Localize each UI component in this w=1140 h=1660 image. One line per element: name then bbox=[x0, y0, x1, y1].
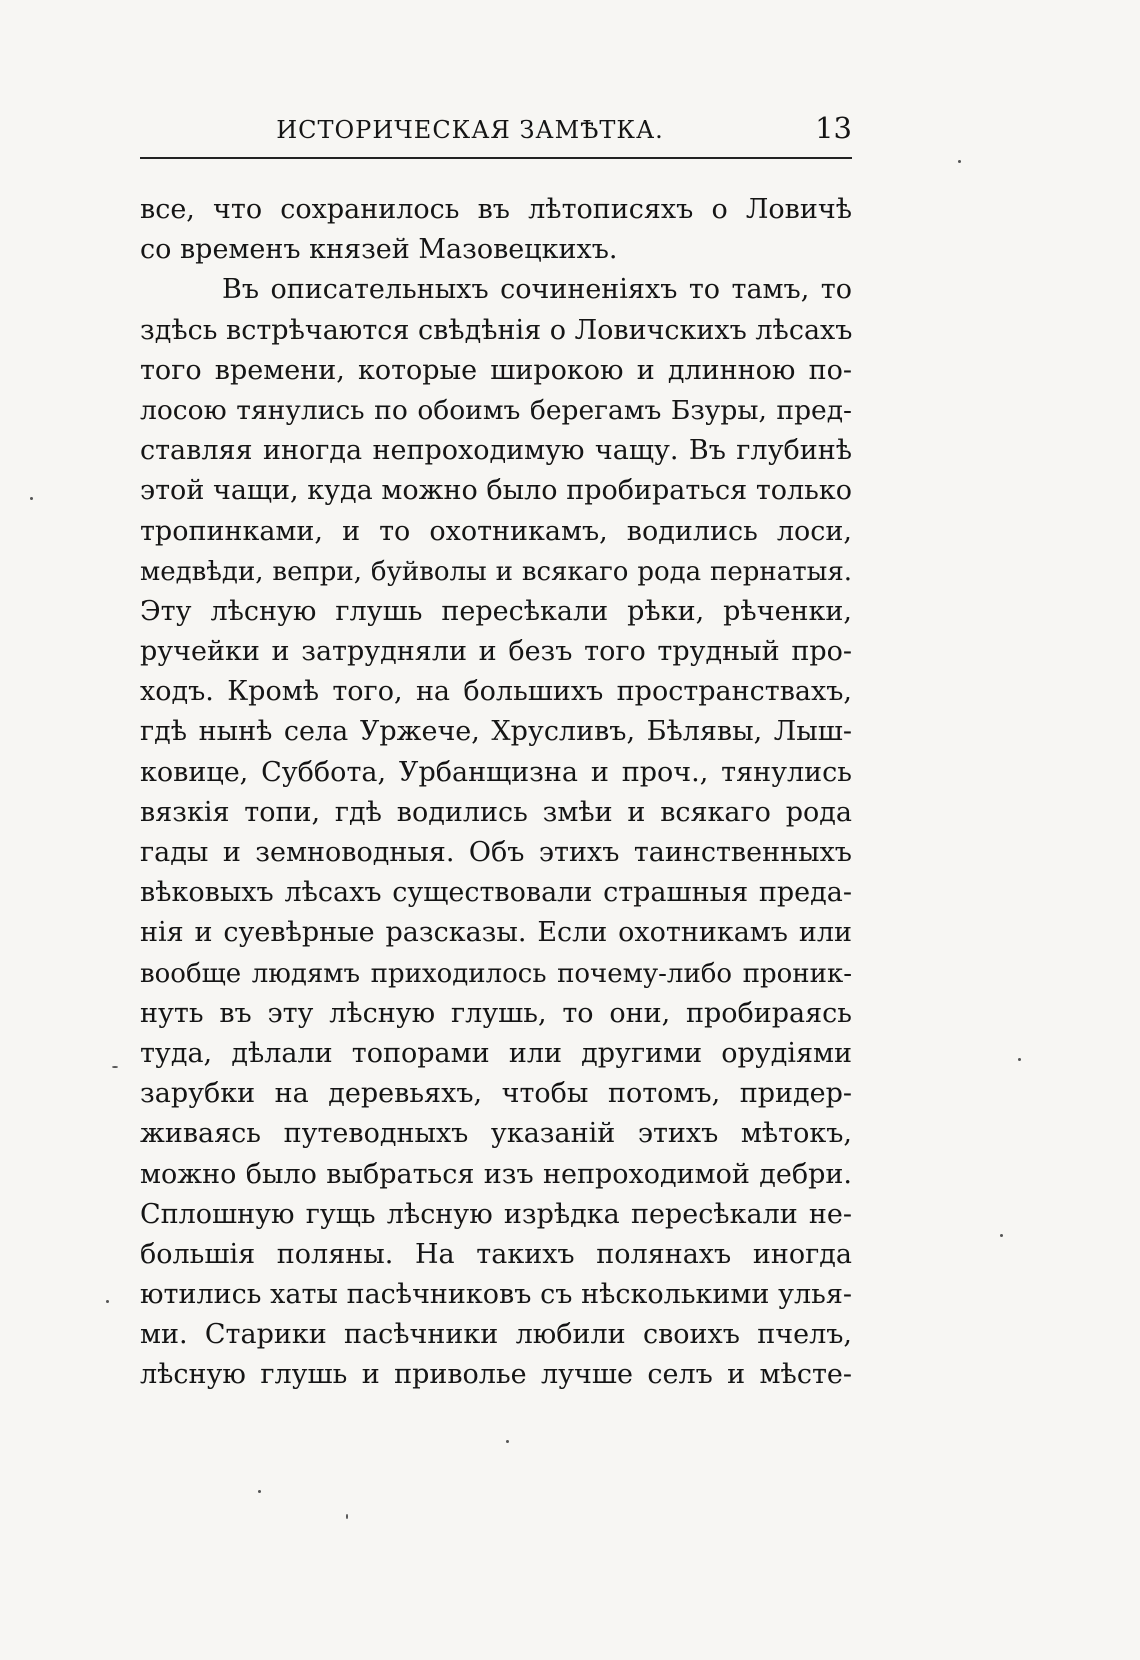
scan-speck bbox=[1000, 1234, 1003, 1237]
text-line: медвѣди, вепри, буйволы и всякаго рода пернатыя. bbox=[140, 556, 852, 587]
scan-speck bbox=[106, 1300, 109, 1303]
text-line: ковице, Суббота, Урбанщизна и проч., тянулись bbox=[140, 756, 852, 788]
text-line: большія поляны. На такихъ полянахъ иногда bbox=[140, 1238, 852, 1270]
text-line: ми. Старики пасѣчники любили своихъ пчелъ, bbox=[140, 1319, 852, 1351]
text-line: ютились хаты пасѣчниковъ съ нѣсколькими улья- bbox=[140, 1279, 852, 1311]
scan-speck bbox=[958, 160, 961, 163]
text-line: можно было выбраться изъ непроходимой дебри. bbox=[140, 1158, 852, 1190]
text-line: гдѣ нынѣ села Уржече, Хрусливъ, Бѣлявы, Лыш- bbox=[140, 716, 852, 748]
scan-speck bbox=[506, 1440, 509, 1443]
text-line: вообще людямъ приходилось почему-либо проник- bbox=[140, 958, 852, 989]
text-line: Эту лѣсную глушь пересѣкали рѣки, рѣченки, bbox=[140, 595, 852, 627]
text-line: того времени, которые широкою и длинною по- bbox=[140, 354, 852, 386]
body-text bbox=[140, 190, 852, 1396]
text-line: лосою тянулись по обоимъ берегамъ Бзуры, пред- bbox=[140, 394, 852, 426]
text-line: гады и земноводныя. Объ этихъ таинственныхъ bbox=[140, 837, 852, 868]
running-head bbox=[140, 108, 852, 152]
text-line: вѣковыхъ лѣсахъ существовали страшныя преда- bbox=[140, 877, 852, 909]
text-line: нія и суевѣрные разсказы. Если охотникамъ или bbox=[140, 917, 852, 949]
text-line: ходъ. Кромѣ того, на большихъ пространствахъ, bbox=[140, 676, 852, 708]
page-number: 13 bbox=[815, 111, 852, 145]
text-line: Сплошную гущь лѣсную изрѣдка пересѣкали не- bbox=[140, 1198, 852, 1230]
text-line: здѣсь встрѣчаются свѣдѣнія о Ловичскихъ лѣсахъ bbox=[140, 314, 852, 346]
text-line: со временъ князей Мазовецкихъ. bbox=[140, 234, 618, 266]
scan-speck bbox=[346, 1514, 348, 1519]
text-line: Въ описательныхъ сочиненіяхъ то тамъ, то bbox=[222, 274, 852, 306]
running-title: ИСТОРИЧЕСКАЯ ЗАМѢТКА. bbox=[276, 116, 664, 144]
text-line: ручейки и затрудняли и безъ того трудный про- bbox=[140, 636, 852, 668]
text-line: этой чащи, куда можно было пробираться только bbox=[140, 475, 852, 507]
text-line: туда, дѣлали топорами или другими орудіями bbox=[140, 1037, 852, 1069]
text-line: вязкія топи, гдѣ водились змѣи и всякаго рода bbox=[140, 796, 852, 828]
text-line: нуть въ эту лѣсную глушь, то они, пробираясь bbox=[140, 997, 852, 1029]
scan-speck bbox=[30, 497, 33, 500]
text-line: ставляя иногда непроходимую чащу. Въ глубинѣ bbox=[140, 435, 852, 467]
scan-speck bbox=[1018, 1058, 1021, 1061]
text-line: лѣсную глушь и приволье лучше селъ и мѣсте- bbox=[140, 1359, 852, 1391]
text-line: все, что сохранилось въ лѣтописяхъ о Ловичѣ bbox=[140, 194, 852, 225]
scan-speck bbox=[112, 1066, 118, 1068]
text-line: живаясь путеводныхъ указаній этихъ мѣтокъ, bbox=[140, 1118, 852, 1150]
text-line: тропинками, и то охотникамъ, водились лоси, bbox=[140, 515, 852, 547]
text-line: зарубки на деревьяхъ, чтобы потомъ, придер- bbox=[140, 1078, 852, 1110]
scan-speck bbox=[258, 1490, 261, 1493]
header-rule bbox=[140, 157, 852, 159]
